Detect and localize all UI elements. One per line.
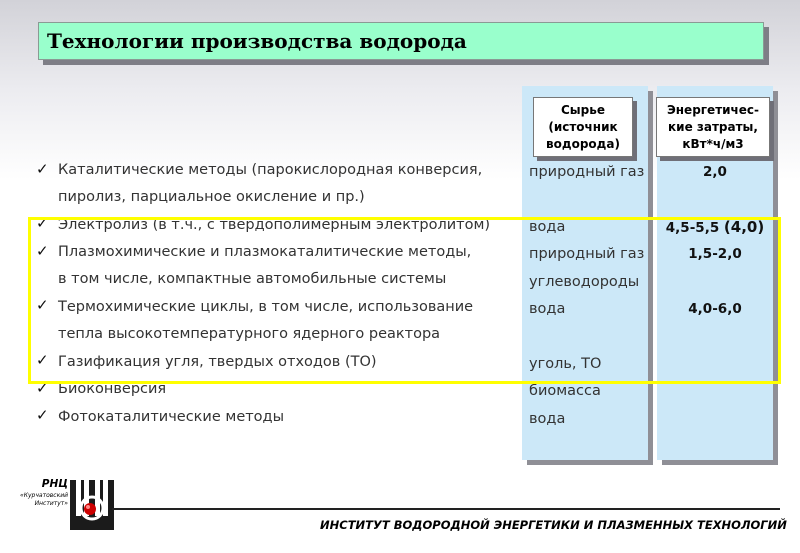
method-photocatalytic-line: Фотокаталитические методы xyxy=(58,409,285,425)
method-gasification-line: Газификация угля, твердых отходов (ТО) xyxy=(58,354,377,370)
highlight-frame xyxy=(28,217,781,384)
source-value: углеводороды xyxy=(529,274,640,290)
method-plasma-line: Плазмохимические и плазмокаталитические методы, xyxy=(58,244,472,260)
check-bullet-icon: ✓ xyxy=(36,214,49,232)
source-value: вода xyxy=(529,411,566,427)
slide-title-box xyxy=(38,22,764,60)
logo-organization xyxy=(20,492,68,508)
logo-abbreviation: РНЦ xyxy=(41,478,68,490)
logo-emblem-icon xyxy=(70,478,114,532)
source-column-header xyxy=(533,97,633,157)
energy-value-paren: (4,0) xyxy=(723,218,765,236)
footer-institute: ИНСТИТУТ ВОДОРОДНОЙ ЭНЕРГЕТИКИ И ПЛАЗМЕННЫХ ТЕХНОЛОГИЙ xyxy=(320,518,787,532)
source-header-line: водорода) xyxy=(546,136,620,151)
energy-header-line: Энергетичес- xyxy=(666,102,760,117)
source-value: вода xyxy=(529,301,566,317)
energy-column-header xyxy=(656,97,770,157)
check-bullet-icon: ✓ xyxy=(36,379,49,397)
logo-org-line: Институт» xyxy=(34,500,68,507)
source-value: вода xyxy=(529,219,566,235)
energy-value: 2,0 xyxy=(703,164,727,180)
source-header-line: Сырье xyxy=(561,102,605,117)
method-plasma-line: в том числе, компактные автомобильные системы xyxy=(58,271,447,287)
method-thermochemical-line: тепла высокотемпературного ядерного реактора xyxy=(58,326,441,342)
energy-value-main: 4,5-5,5 xyxy=(665,220,720,236)
source-value: уголь, ТО xyxy=(529,356,602,372)
source-value: природный газ xyxy=(529,164,645,180)
method-thermochemical-line: Термохимические циклы, в том числе, использование xyxy=(58,299,474,315)
source-value: биомасса xyxy=(529,383,601,399)
kurchatov-logo xyxy=(14,478,114,538)
energy-header-line: кВт*ч/м3 xyxy=(682,136,744,151)
check-bullet-icon: ✓ xyxy=(36,242,49,260)
check-bullet-icon: ✓ xyxy=(36,351,49,369)
method-electrolysis-line: Электролиз (в т.ч., с твердополимерным электролитом) xyxy=(58,217,491,233)
check-bullet-icon: ✓ xyxy=(36,406,49,424)
method-bioconversion-line: Биоконверсия xyxy=(58,381,167,397)
logo-org-line: «Курчатовский xyxy=(20,492,68,499)
slide-title: Технологии производства водорода xyxy=(47,29,467,53)
check-bullet-icon: ✓ xyxy=(36,160,49,178)
energy-header-line: кие затраты, xyxy=(668,119,758,134)
source-value: природный газ xyxy=(529,246,645,262)
method-catalytic-line: Каталитические методы (парокислородная конверсия, xyxy=(58,162,483,178)
method-catalytic-line: пиролиз, парциальное окисление и пр.) xyxy=(58,189,365,205)
energy-value: 4,0-6,0 xyxy=(688,301,742,317)
check-bullet-icon: ✓ xyxy=(36,296,49,314)
source-header-line: (источник xyxy=(548,119,618,134)
footer-divider xyxy=(112,508,780,510)
energy-value: 1,5-2,0 xyxy=(688,246,742,262)
